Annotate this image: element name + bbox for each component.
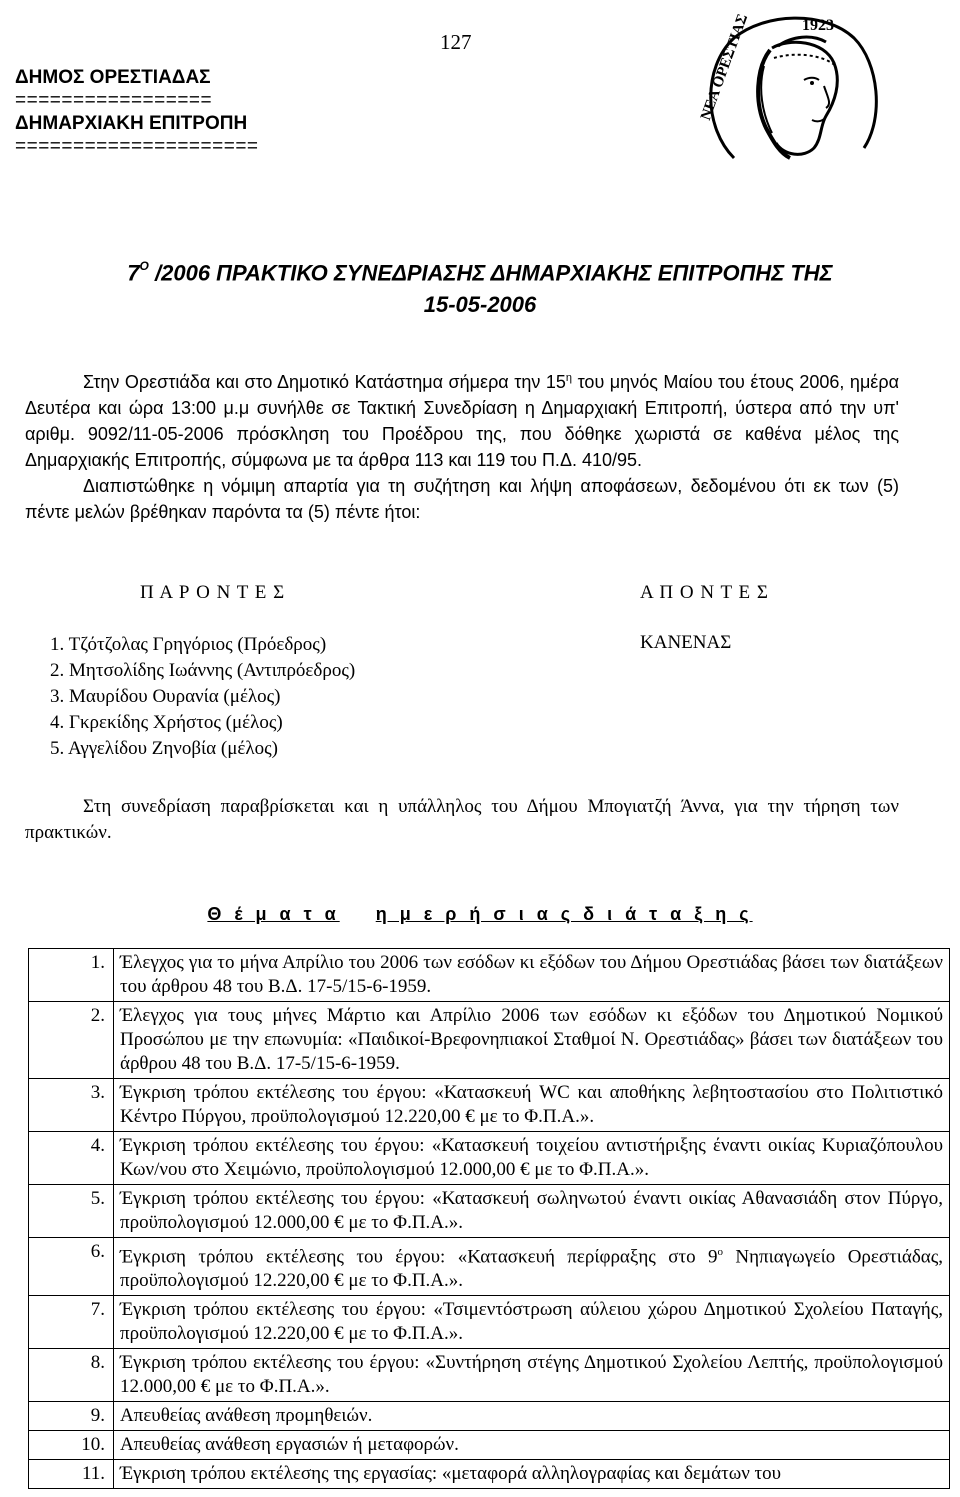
session-number-suffix: Ο [139,259,149,273]
agenda-text: Έγκριση τρόπου εκτέλεσης του έργου: «Συντήρηση στέγης Δημοτικού Σχολείου Λεπτής, προϋπολογισμού 12.000,00 € με το Φ.Π.Α.». [114,1349,950,1402]
present-heading: Π Α Ρ Ο Ν Τ Ε Σ [140,582,286,603]
agenda-number: 6. [29,1238,114,1296]
agenda-text [114,1238,950,1296]
newspaper-logo [694,8,890,168]
quorum-paragraph: Διαπιστώθηκε η νόμιμη απαρτία για τη συζήτηση και λήψη αποφάσεων, δεδομένου ότι εκ των (5) πέντε μελών βρέθηκαν παρόντα τα (5) πέντε ήτοι: [25,476,899,522]
member-item: 4. Γκρεκίδης Χρήστος (μέλος) [50,712,283,733]
agenda-text: Έγκριση τρόπου εκτέλεσης του έργου: «Κατασκευή τοιχείου αντιστήριξης έναντι οικίας Κυριαζόπουλου Κων/νου στο Χειμώνιο, προϋπολογισμού 12.000,00 € με το Φ.Π.Α.». [114,1132,950,1185]
title-date: 15-05-2006 [423,292,537,318]
table-row [29,949,950,1002]
present-members-list [50,632,355,762]
table-row [29,1431,950,1460]
document-header [15,66,259,158]
agenda-text-part: Έγκριση τρόπου εκτέλεσης του έργου: «Κατασκευή περίφραξης στο 9 [120,1246,718,1268]
logo-year: 1923 [802,17,834,34]
agenda-number: 4. [29,1132,114,1185]
intro-paragraph [25,365,899,473]
table-row [29,1460,950,1489]
intro-text: Στην Ορεστιάδα και στο Δημοτικό Κατάστημα σήμερα την 15 [83,372,566,392]
header-rule: ================= [15,90,213,111]
member-item: 3. Μαυρίδου Ουρανία (μέλος) [50,686,281,707]
absent-heading: Α Π Ο Ν Τ Ε Σ [640,582,769,603]
member-item: 1. Τζότζολας Γρηγόριος (Πρόεδρος) [50,634,327,655]
agenda-table [28,948,950,1489]
agenda-text: Έλεγχος για τους μήνες Μάρτιο και Απρίλιο 2006 των εσόδων κι εξόδων του Δημοτικού Νομικού Προσώπου με την επωνυμία: «Παιδικοί-Βρεφονηπιακοί Σταθμοί Ν. Ορεστιάδας» βάσει των διατάξεων του άρθρου 48 του Β.Δ. 17-5/15-6-1959. [114,1002,950,1079]
agenda-number: 10. [29,1431,114,1460]
agenda-title [0,904,960,925]
logo-text: ΝΕΑ ΟΡΕΣΤΙΑΣ [697,12,752,123]
agenda-text-part: Νηπιαγωγείο Ορεστιάδας, προϋπολογισμού 12.220,00 € με το Φ.Π.Α.». [120,1246,943,1292]
table-row [29,1349,950,1402]
agenda-text: Έγκριση τρόπου εκτέλεσης της εργασίας: «μεταφορά αλληλογραφίας και δεμάτων του [114,1460,950,1489]
session-number: 7 [127,260,140,286]
agenda-number: 5. [29,1185,114,1238]
member-item: 5. Αγγελίδου Ζηνοβία (μέλος) [50,738,278,759]
intro-section [25,365,899,525]
title-line-1 [0,252,960,289]
header-rule: ===================== [15,136,259,157]
table-row [29,1185,950,1238]
table-row [29,1296,950,1349]
agenda-number: 2. [29,1002,114,1079]
agenda-text: Έγκριση τρόπου εκτέλεσης του έργου: «Τσιμεντόστρωση αύλειου χώρου Δημοτικού Σχολείου Παταγής, προϋπολογισμού 12.220,00 € με το Φ.Π.Α.». [114,1296,950,1349]
intro-text: του μηνός Μαίου του έτους 2006, ημέρα Δευτέρα και ώρα 13:00 μ.μ συνήλθε σε Τακτική Συνεδρίαση η Δημαρχιακή Επιτροπή, ύστερα από την υπ' αριθμ. 9092/11-05-2006 πρόσκληση του Προέδρου της, που δόθηκε χωριστά σε καθένα μέλος της Δημαρχιακής Επιτροπής, σύμφωνα με τα άρθρα 113 και 119 του Π.Δ. 410/95. [25,372,899,470]
absent-members: ΚΑΝΕΝΑΣ [640,632,732,653]
agenda-number: 7. [29,1296,114,1349]
agenda-text: Απευθείας ανάθεση εργασιών ή μεταφορών. [114,1431,950,1460]
agenda-text: Έλεγχος για το μήνα Απρίλιο του 2006 των εσόδων κι εξόδων του Δήμου Ορεστιάδας βάσει των διατάξεων του άρθρου 48 του Β.Δ. 17-5/15-6-1959. [114,949,950,1002]
table-row [29,1402,950,1431]
agenda-text: Απευθείας ανάθεση προμηθειών. [114,1402,950,1431]
member-item: 2. Μητσολίδης Ιωάννης (Αντιπρόεδρος) [50,660,356,681]
municipality-name: ΔΗΜΟΣ ΟΡΕΣΤΙΑΔΑΣ [15,67,211,88]
page-number: 127 [440,30,472,54]
agenda-title-part: η μ ε ρ ή σ ι α ς δ ι ά τ α ξ η ς [375,904,753,924]
table-row [29,1132,950,1185]
table-row [29,1079,950,1132]
clerk-section [25,794,899,846]
agenda-number: 8. [29,1349,114,1402]
agenda-title-part: Θ έ μ α τ α [207,904,340,924]
table-row [29,1238,950,1296]
agenda-number: 11. [29,1460,114,1489]
document-title [0,252,960,321]
clerk-note: Στη συνεδρίαση παραβρίσκεται και η υπάλληλος του Δήμου Μπογιατζή Άννα, για την τήρηση των πρακτικών. [25,796,899,843]
title-text: /2006 ΠΡΑΚΤΙΚΟ ΣΥΝΕΔΡΙΑΣΗΣ ΔΗΜΑΡΧΙΑΚΗΣ ΕΠΙΤΡΟΠΗΣ ΤΗΣ [148,260,833,286]
agenda-text: Έγκριση τρόπου εκτέλεσης του έργου: «Κατασκευή WC και αποθήκης λεβητοστασίου στο Πολιτιστικό Κέντρο Πύργου, προϋπολογισμού 12.220,00 € με το Φ.Π.Α.». [114,1079,950,1132]
table-row [29,1002,950,1079]
ordinal-suffix: ο [717,1246,723,1258]
agenda-number: 3. [29,1079,114,1132]
agenda-number: 1. [29,949,114,1002]
day-suffix: η [565,372,573,384]
agenda-text: Έγκριση τρόπου εκτέλεσης του έργου: «Κατασκευή σωληνωτού έναντι οικίας Αθανασιάδη στον Πύργο, προϋπολογισμού 12.000,00 € με το Φ.Π.Α.». [114,1185,950,1238]
agenda-number: 9. [29,1402,114,1431]
committee-name: ΔΗΜΑΡΧΙΑΚΗ ΕΠΙΤΡΟΠΗ [15,113,248,134]
